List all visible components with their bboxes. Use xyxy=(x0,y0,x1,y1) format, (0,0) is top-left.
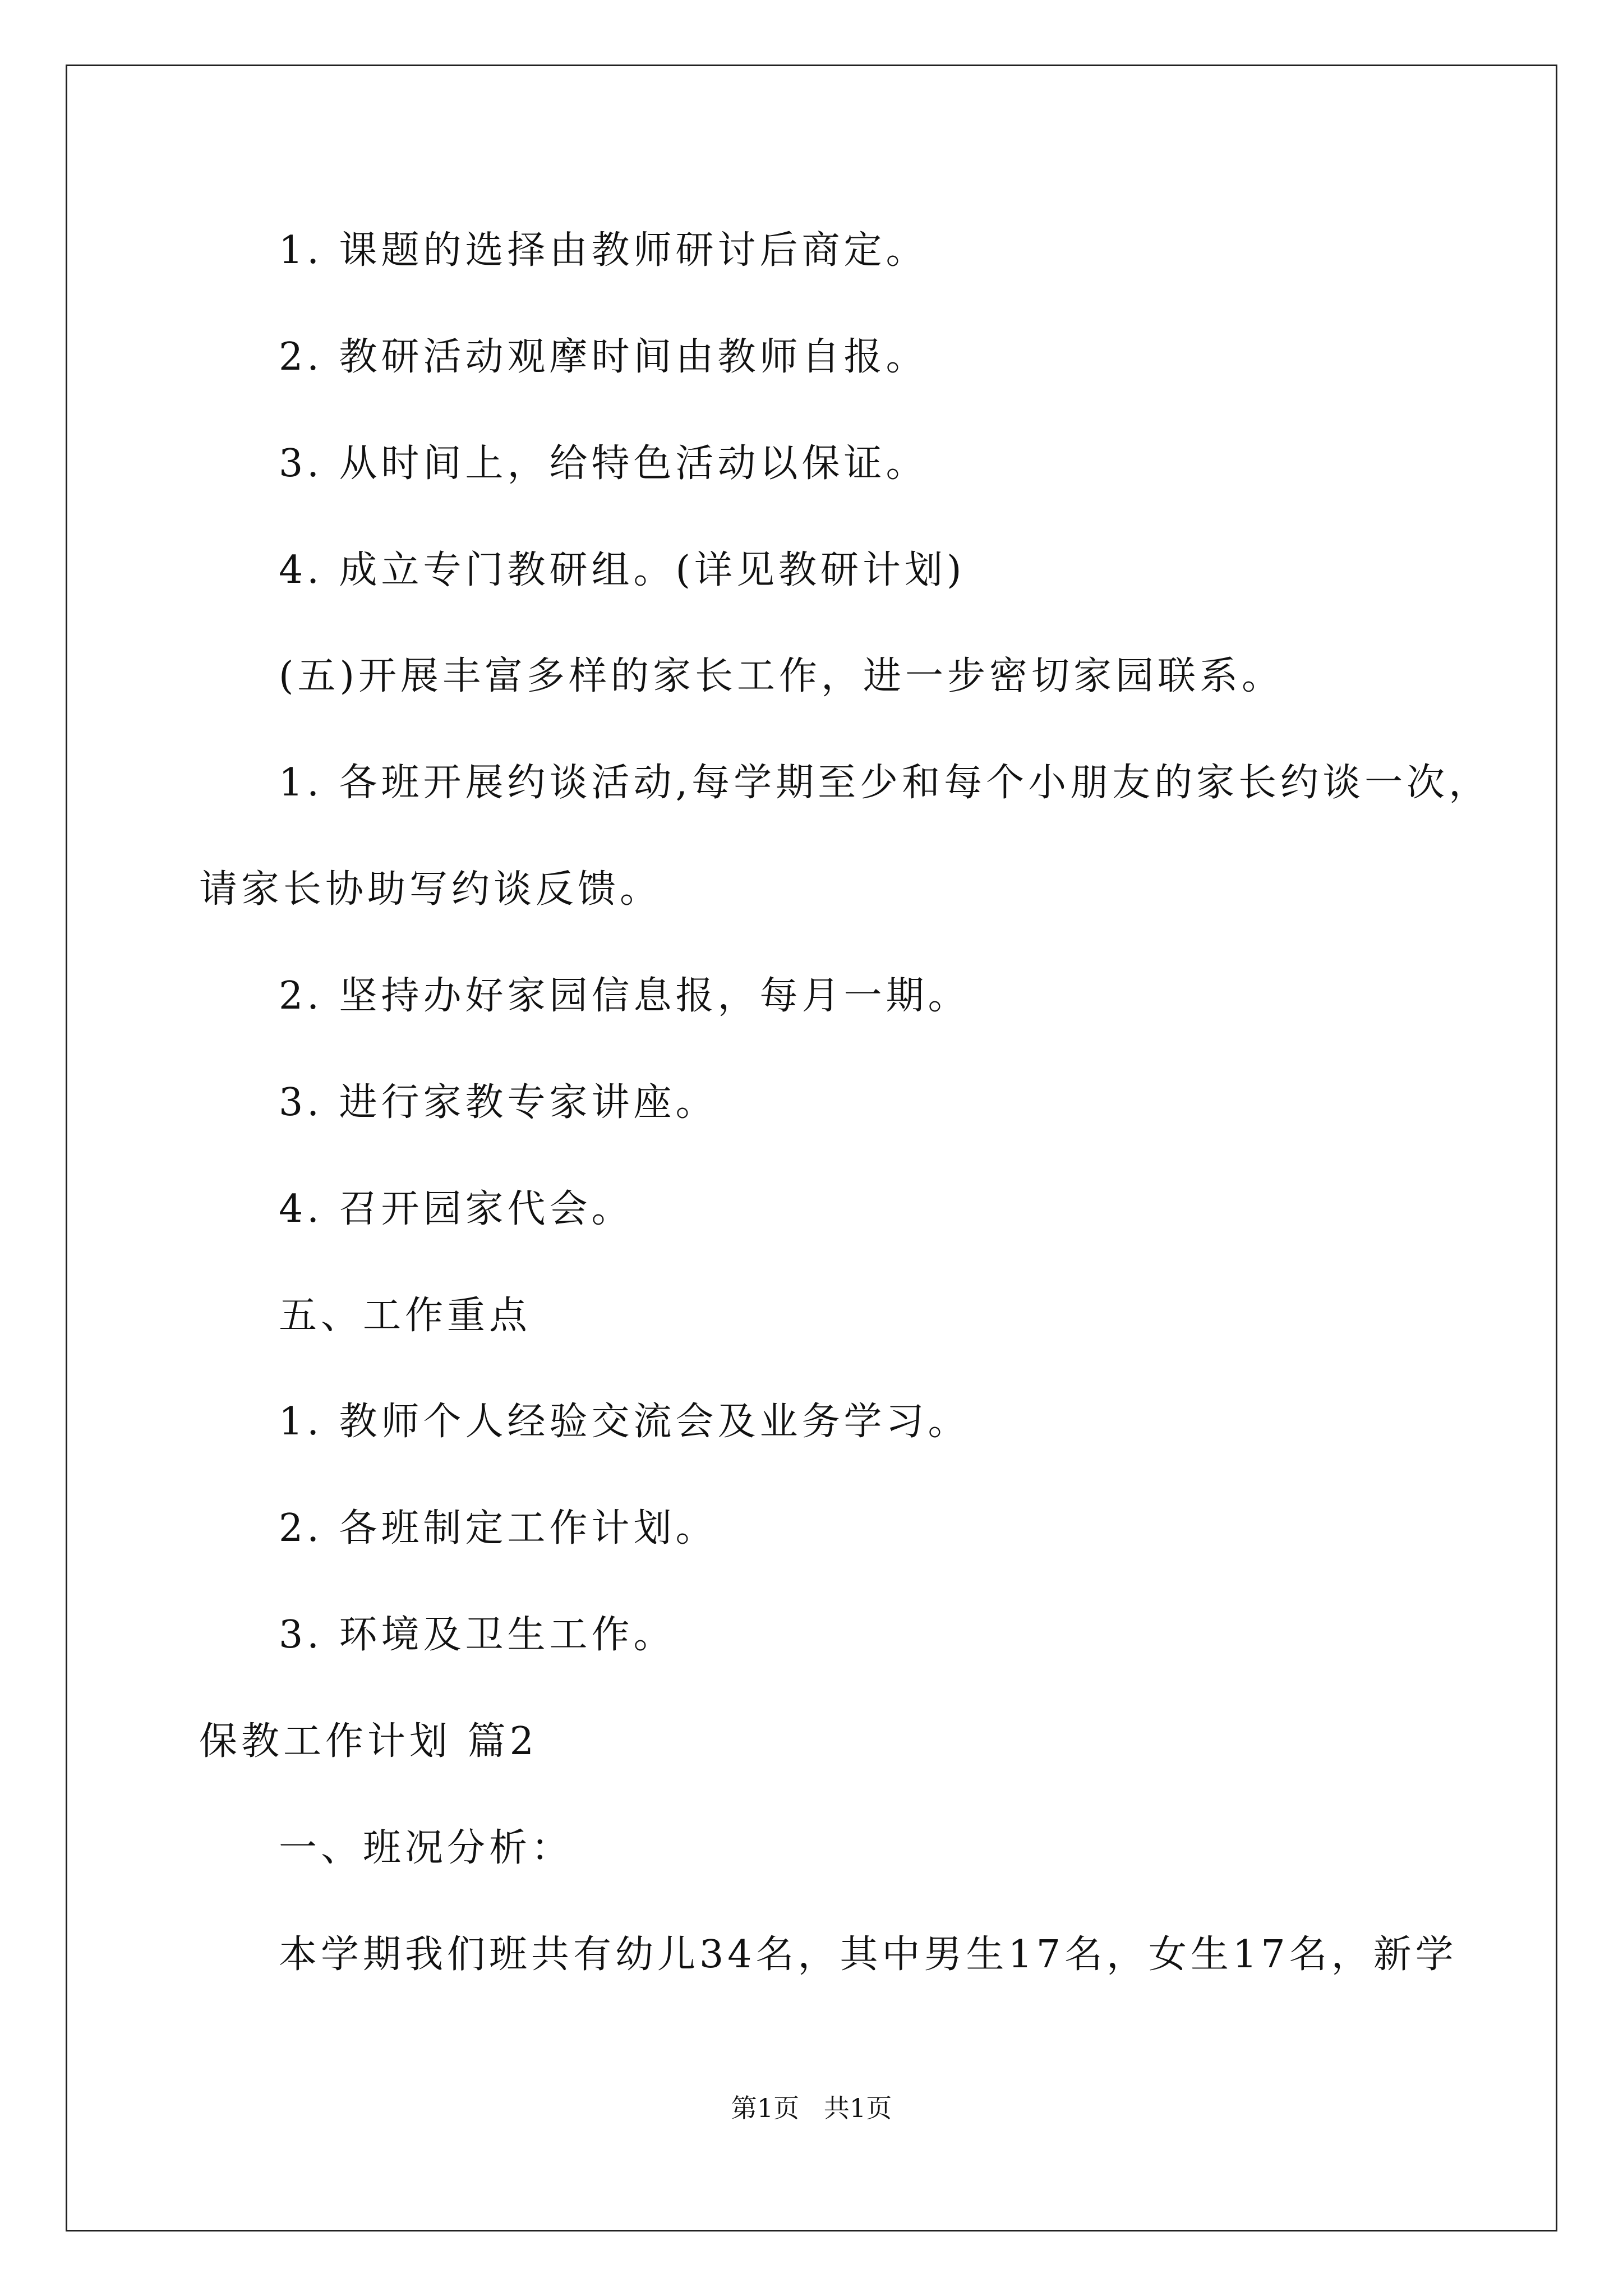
text-line: 本学期我们班共有幼儿34名，其中男生17名，女生17名，新学 xyxy=(279,1932,1458,1977)
text-line: 3. 从时间上，给特色活动以保证。 xyxy=(279,441,928,486)
text-line: 2. 教研活动观摩时间由教师自报。 xyxy=(279,335,928,379)
page-border xyxy=(66,65,1557,2231)
text-line: 1. 教师个人经验交流会及业务学习。 xyxy=(279,1400,970,1444)
text-line: 4. 成立专门教研组。(详见教研计划) xyxy=(279,548,966,592)
text-line: 3. 进行家教专家讲座。 xyxy=(279,1080,718,1125)
text-line: 3. 环境及卫生工作。 xyxy=(279,1613,676,1657)
text-line: 4. 召开园家代会。 xyxy=(279,1187,634,1231)
section-heading: 一、班况分析： xyxy=(279,1826,574,1870)
page-number-footer: 第1页 共1页 xyxy=(731,2093,892,2123)
document-title: 保教工作计划 篇2 xyxy=(199,1719,538,1764)
text-line: (五)开展丰富多样的家长工作，进一步密切家园联系。 xyxy=(279,654,1284,698)
text-line: 1. 课题的选择由教师研讨后商定。 xyxy=(279,228,928,273)
text-line: 2. 坚持办好家园信息报，每月一期。 xyxy=(279,974,970,1018)
text-line: 1. 各班开展约谈活动,每学期至少和每个小朋友的家长约谈一次， xyxy=(279,761,1491,805)
text-line: 请家长协助写约谈反馈。 xyxy=(199,867,662,912)
text-line: 2. 各班制定工作计划。 xyxy=(279,1506,718,1550)
section-heading: 五、工作重点 xyxy=(279,1294,532,1338)
